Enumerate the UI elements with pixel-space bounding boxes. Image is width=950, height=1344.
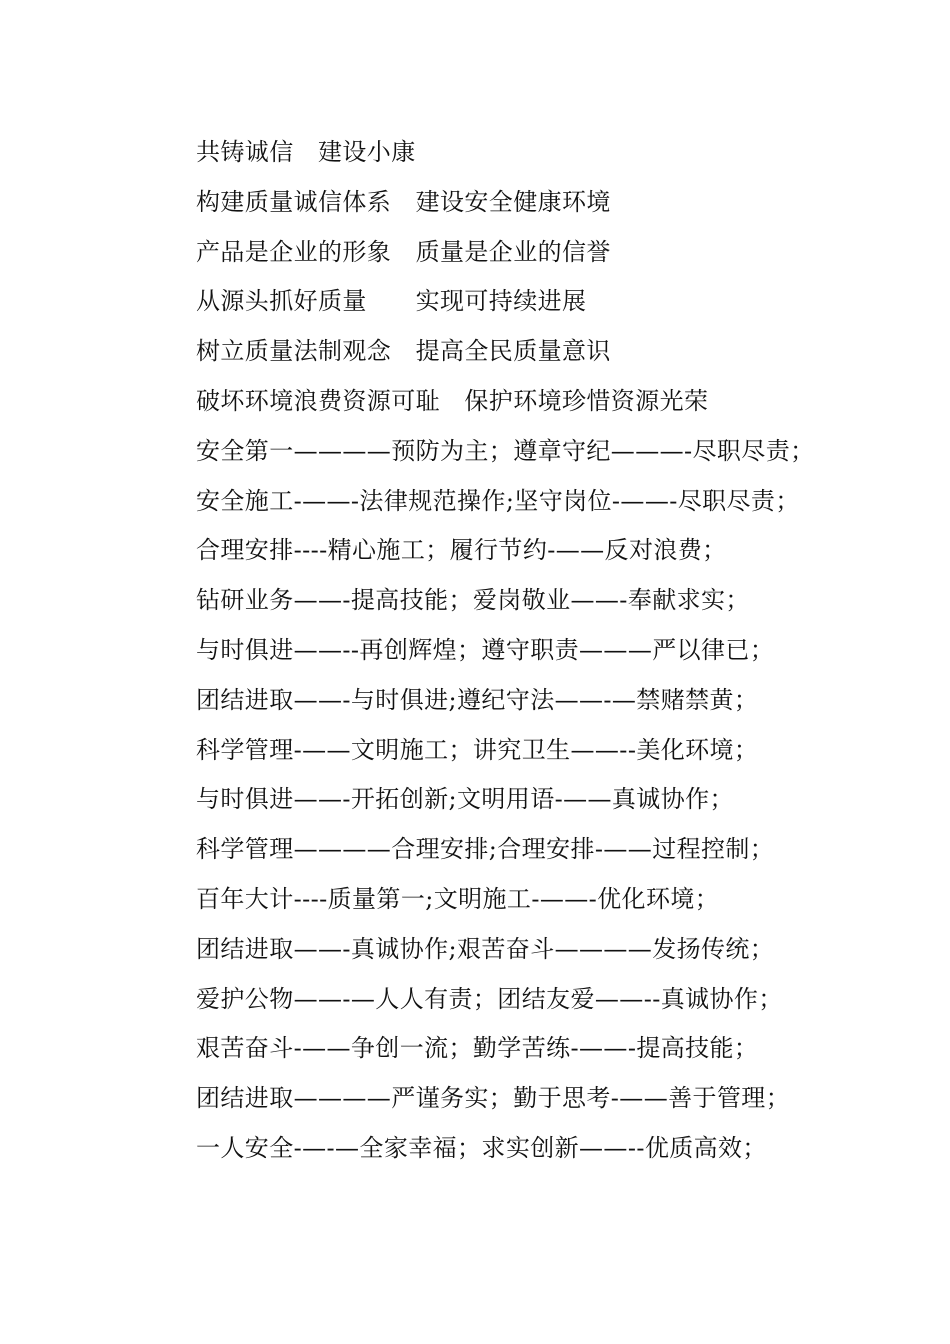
slogan-line: 艰苦奋斗-——争创一流；勤学苦练-——-提高技能； bbox=[196, 1034, 759, 1063]
slogan-line: 构建质量诚信体系 建设安全健康环境 bbox=[196, 187, 611, 216]
slogan-line: 钻研业务——-提高技能；爱岗敬业——-奉献求实； bbox=[196, 586, 750, 615]
slogan-line: 树立质量法制观念 提高全民质量意识 bbox=[196, 337, 611, 366]
slogan-line: 一人安全-—-—全家幸福；求实创新——--优质高效； bbox=[196, 1133, 767, 1162]
slogan-line: 从源头抓好质量 实现可持续进展 bbox=[196, 287, 587, 316]
slogan-line: 团结进取——-与时俱进;遵纪守法——-—禁赌禁黄； bbox=[196, 685, 759, 714]
slogan-line: 安全施工-——-法律规范操作;坚守岗位-——-尽职尽责； bbox=[196, 486, 800, 515]
slogan-line: 科学管理-——文明施工；讲究卫生——--美化环境； bbox=[196, 735, 759, 764]
slogan-list bbox=[146, 128, 815, 1174]
slogan-line: 与时俱进——-开拓创新;文明用语-——真诚协作； bbox=[196, 785, 734, 814]
slogan-line: 破坏环境浪费资源可耻 保护环境珍惜资源光荣 bbox=[196, 386, 709, 415]
slogan-line: 产品是企业的形象 质量是企业的信誉 bbox=[196, 237, 611, 266]
slogan-line: 共铸诚信 建设小康 bbox=[196, 138, 416, 166]
slogan-line: 与时俱进——--再创辉煌；遵守职责———严以律已； bbox=[196, 635, 775, 664]
slogan-line: 科学管理————合理安排;合理安排-——过程控制； bbox=[196, 835, 775, 864]
slogan-line: 百年大计----质量第一;文明施工-——-优化环境； bbox=[196, 884, 720, 913]
slogan-line: 合理安排----精心施工；履行节约-——反对浪费； bbox=[196, 536, 727, 565]
slogan-line: 团结进取————严谨务实；勤于思考-——善于管理； bbox=[196, 1084, 791, 1113]
slogan-line: 团结进取——-真诚协作;艰苦奋斗————发扬传统； bbox=[196, 934, 775, 963]
slogan-line: 爱护公物——-—人人有责；团结友爱——--真诚协作； bbox=[196, 984, 783, 1013]
slogan-line: 安全第一————预防为主；遵章守纪———-尽职尽责； bbox=[196, 436, 815, 465]
